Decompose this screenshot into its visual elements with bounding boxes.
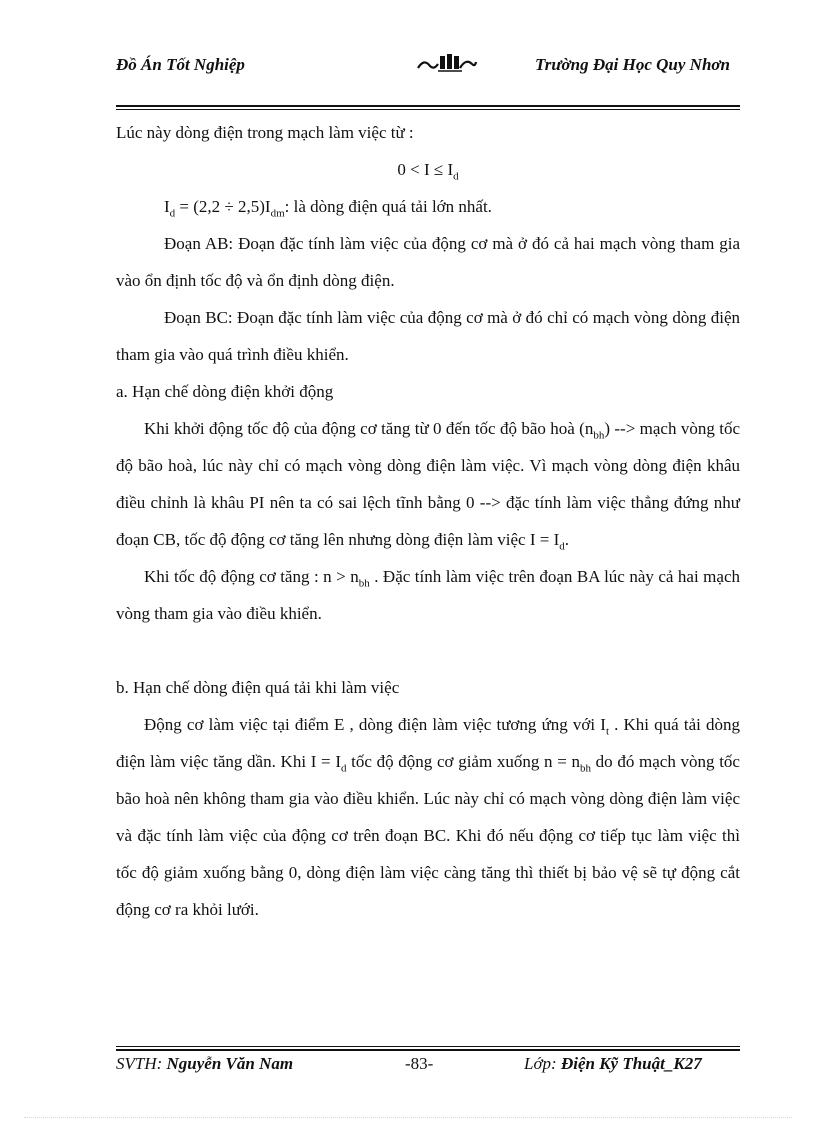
overload-sub: bh [580, 762, 591, 775]
page-content [116, 114, 740, 928]
overload-part: . Khi quá tải dòng điện làm việc tăng dần. Khi I = I [116, 715, 740, 771]
speed-paragraph [116, 558, 740, 632]
heading-a: a. Hạn chế dòng điện khởi động [116, 382, 334, 401]
overload-part: tốc độ động cơ giảm xuống n = n [346, 752, 580, 771]
footer-student [116, 1052, 293, 1076]
header-university: Trường Đại Học Quy Nhơn [535, 55, 730, 74]
segment-bc-paragraph: Đoạn BC: Đoạn đặc tính làm việc của động cơ mà ở đó chỉ có mạch vòng dòng điện tham gia vào quá trình điều khiển. [116, 308, 740, 364]
footer-student-label: SVTH: [116, 1054, 163, 1073]
startup-paragraph [116, 410, 740, 558]
overload-part: do đó mạch vòng tốc bão hoà nên không tham gia vào điều khiển. Lúc này chỉ có mạch vòng dòng điện làm việc và đặc tính làm việc của động cơ trên đoạn BC. Khi đó nếu động cơ tiếp tục làm việc thì tốc độ giảm xuống bằng 0, dòng điện làm việc càng tăng thì thiết bị bảo vệ sẽ tự động cắt động cơ ra khỏi lưới. [116, 752, 740, 919]
footer-class-label: Lớp: [524, 1054, 557, 1073]
overload-part: Động cơ làm việc tại điểm E , dòng điện làm việc tương ứng với I [144, 715, 606, 734]
footer-rule-thick [116, 1049, 740, 1051]
speed-sub: bh [358, 577, 370, 590]
id-def-part: : là dòng điện quá tải lớn nhất. [284, 197, 492, 216]
footer-student-name: Nguyễn Văn Nam [166, 1054, 294, 1073]
heading-b: b. Hạn chế dòng điện quá tải khi làm việc [116, 678, 400, 697]
startup-sub: d [559, 540, 565, 553]
formula-subscript: d [453, 170, 459, 183]
header-project-title: Đồ Án Tốt Nghiệp [116, 55, 245, 74]
startup-part: . [564, 530, 570, 549]
segment-ab-paragraph: Đoạn AB: Đoạn đặc tính làm việc của động cơ mà ở đó cả hai mạch vòng tham gia vào ổn định tốc độ và ổn định dòng điện. [116, 234, 740, 290]
id-definition [116, 188, 740, 225]
startup-part: Khi khởi động tốc độ của động cơ tăng từ 0 đến tốc độ bão hoà (n [144, 419, 594, 438]
footer-page-number: -83- [405, 1054, 434, 1073]
id-def-part: = (2,2 ÷ 2,5)I [175, 197, 271, 216]
footer-class [524, 1052, 702, 1076]
formula-line [116, 151, 740, 188]
overload-sub: t [605, 725, 609, 738]
footer-rule-thin [116, 1046, 740, 1047]
header-rule-thin [116, 109, 740, 110]
logo-ornament-icon [416, 52, 478, 74]
startup-sub: bh [593, 429, 605, 442]
formula-text: 0 < I ≤ I [397, 160, 454, 179]
speed-part: . Đặc tính làm việc trên đoạn BA lúc này cả hai mạch vòng tham gia vào điều khiển. [116, 567, 740, 623]
speed-part: Khi tốc độ động cơ tăng : n > n [144, 567, 359, 586]
id-def-sub: d [169, 207, 176, 220]
spacer [116, 632, 740, 669]
startup-part: ) --> mạch vòng tốc độ bão hoà, lúc này chỉ có mạch vòng dòng điện làm việc. Vì mạch vòng dòng điện khâu điều chỉnh là khâu PI nên ta có sai lệch tĩnh bằng 0 --> đặc tính làm việc thẳng đứng như đoạn CB, tốc độ động cơ tăng lên nhưng dòng điện làm việc I = I [116, 419, 740, 549]
intro-line: Lúc này dòng điện trong mạch làm việc từ : [116, 123, 414, 142]
header-rule-thick [116, 105, 740, 107]
overload-paragraph [116, 706, 740, 928]
overload-sub: d [341, 762, 347, 775]
id-def-sub: dm [270, 207, 285, 220]
id-def-part: I [164, 197, 170, 216]
page-edge-dotted-line [24, 1117, 792, 1118]
footer-class-name: Điện Kỹ Thuật_K27 [560, 1054, 702, 1073]
